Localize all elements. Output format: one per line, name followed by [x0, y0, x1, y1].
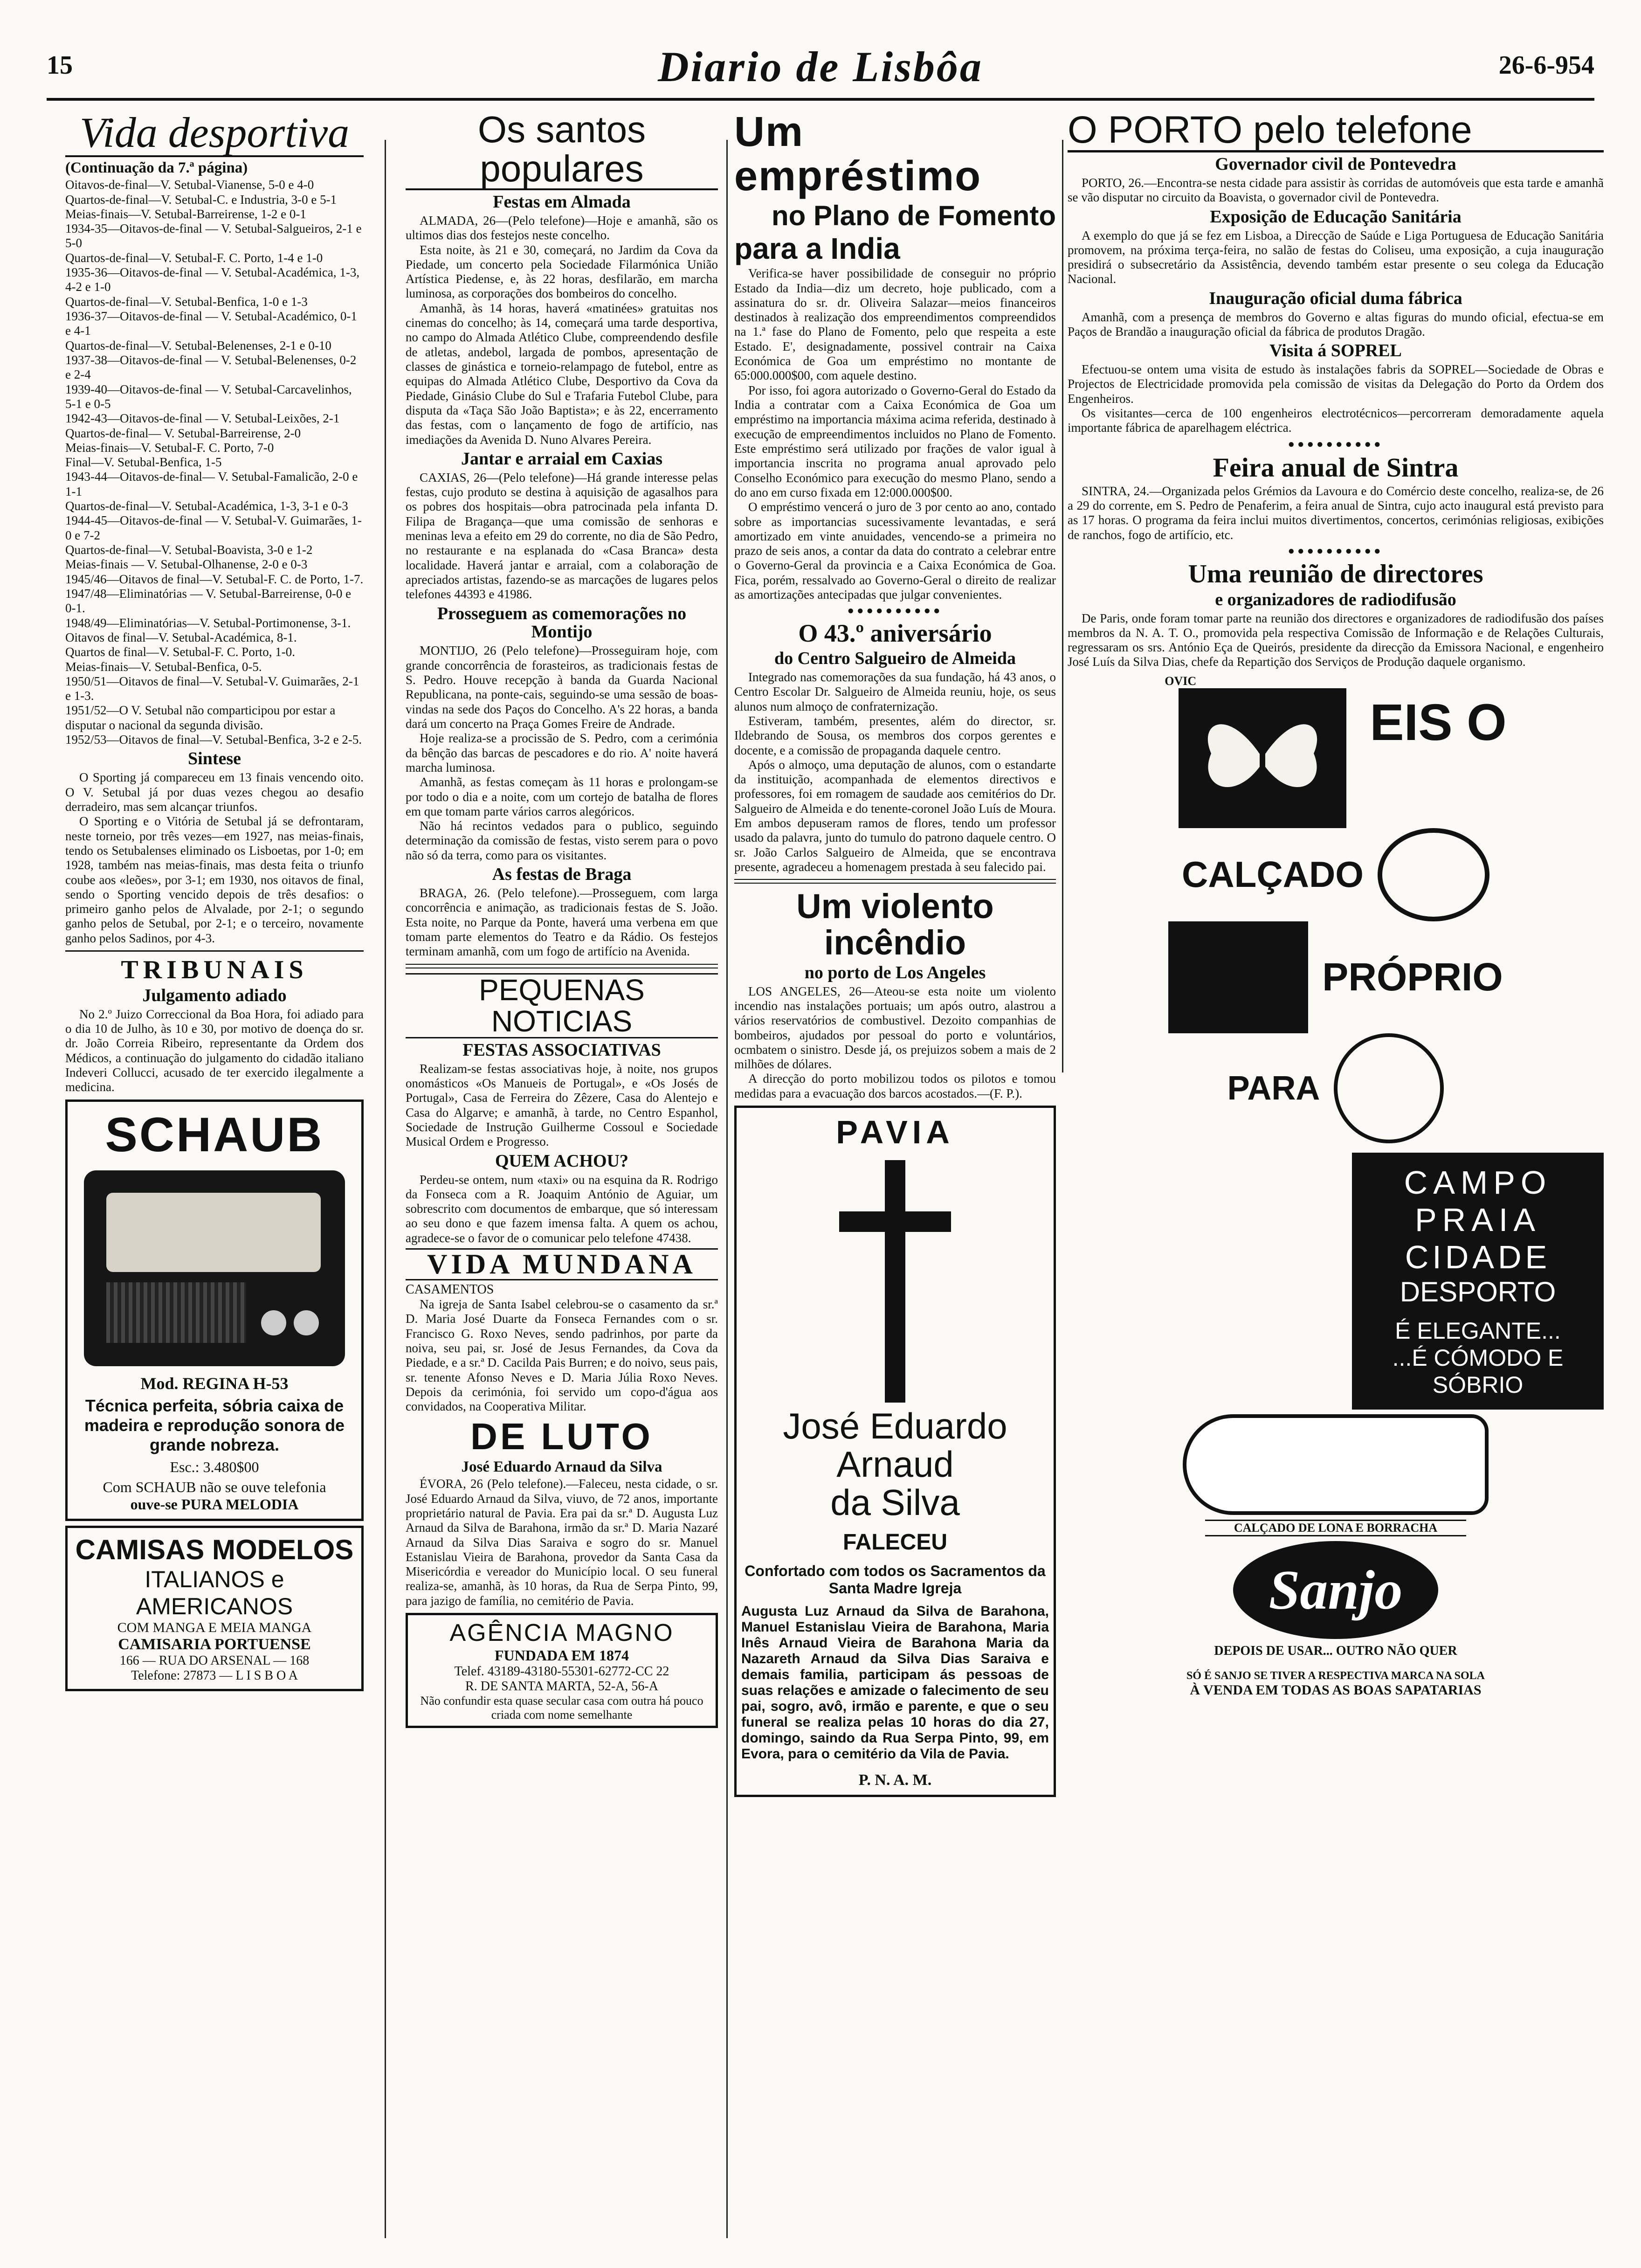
ad-para: PARA — [1227, 1069, 1320, 1107]
porto-title: O PORTO pelo telefone — [1068, 110, 1604, 152]
agencia-address: R. DE SANTA MARTA, 52-A, 56-A — [465, 1679, 658, 1694]
result-line: 1935-36—Oitavos-de-final — V. Setubal-Académica, 1-3, 4-2 e 1-0 — [65, 265, 360, 294]
result-line: Meias-finais—V. Setubal-F. C. Porto, 7-0 — [65, 440, 274, 455]
paragraph: No 2.º Juizo Correccional da Boa Hora, foi adiado para o dia 10 de Julho, às 10 e 30, por motivo de doença do sr. dr. João Correia Ribeiro, representante da Ordem dos Médicos, a continuação do julgamento do cidadão italiano Indeveri Collucci, acusado de ter exercido ilegalmente a medicina. — [65, 1007, 364, 1094]
tribunais-subheading: Julgamento adiado — [142, 985, 287, 1005]
braga-heading: As festas de Braga — [492, 864, 632, 885]
ovic-label: OVIC — [1165, 674, 1197, 688]
obituary-place: PAVIA — [836, 1114, 954, 1151]
obituary-signature: P. N. A. M. — [858, 1771, 932, 1789]
radio-image — [84, 1170, 345, 1366]
column-divider — [385, 140, 386, 2238]
result-line: 1936-37—Oitavos-de-final — V. Setubal-Académico, 0-1 e 4-1 — [65, 309, 357, 338]
de-luto-title: DE LUTO — [470, 1415, 653, 1457]
luto-article — [406, 1477, 718, 1608]
schaub-model: Mod. REGINA H-53 — [140, 1374, 289, 1393]
almada-heading: Festas em Almada — [493, 192, 631, 212]
exposicao-heading: Exposição de Educação Sanitária — [1210, 207, 1462, 227]
vida-mundana-title: VIDA MUNDANA — [406, 1248, 718, 1280]
agencia-note: Não confundir esta quase secular casa com outra há pouco criada com nome semelhante — [420, 1694, 703, 1722]
paragraph: Por isso, foi agora autorizado o Governo-Geral do Estado da India a contratar com a Caixa Económica de Goa um empréstimo na importancia máxima acima referida, destinado à execução de empreendimentos incluidos no Plano de Fomento. Este empréstimo será utilizado por frações de valor igual à importancia inscrita no programa anual aprovado pelo Conselho Económico para execução do mesmo Plano, sendo a do ano em curso fixada em 12:000.000$00. — [734, 383, 1056, 499]
loan-article — [734, 266, 1056, 602]
page-number: 15 — [47, 51, 73, 80]
vida-mundana-article — [406, 1297, 718, 1414]
paragraph: A exemplo do que já se fez em Lisboa, a Direcção de Saúde e Liga Portuguesa de Educação Sanitária promovem, na próxima terça-feira, no salão de festas do Coliseu, uma exposição, a cuja inauguração presidirá o subsecretário da Assistência, devendo também estar presente o seu colega da Educação Nacional. — [1068, 228, 1604, 286]
result-line: Quartos-de-final—V. Setubal-F. C. Porto, 1-4 e 1-0 — [65, 250, 323, 265]
paragraph: O empréstimo vencerá o juro de 3 por cento ao ano, contado sobre as importancias sucessivamente levantadas, e será amortizado em vinte anuidades, vencendo-se a primeira no prazo de seis anos, a contar da data do contrato a celebrar entre o Governo-Geral da provincia e a Caixa Económica de Goa. Fica, porém, ressalvado ao Governo-Geral o direito de realizar as amortizações antecipadas que julgar convenientes. — [734, 500, 1056, 602]
ornament-divider: ●●●●●●●●●● — [847, 605, 943, 617]
result-line: Quartos-de-final—V. Setubal-Benfica, 1-0 e 1-3 — [65, 294, 308, 309]
paragraph: Esta noite, às 21 e 30, começará, no Jardim da Cova da Piedade, um concerto pela Sociedade Filarmónica União Artística Piedense, e, às 22 horas, desfilarão, em marcha luminosa, as corporações dos bombeiros do concelho. — [406, 242, 718, 301]
camisas-phone: Telefone: 27873 — L I S B O A — [131, 1668, 298, 1683]
paragraph: Não há recintos vedados para o publico, seguindo determinação da comissão de festas, visto serem para o povo não só da terra, como para os visitantes. — [406, 819, 718, 862]
paragraph: O Sporting e o Vitória de Setubal já se defrontaram, neste torneio, por três vezes—em 1927, nas meias-finais, tendo os Setubalenses eliminado os Lisboetas, por 1-0; em 1928, também nas meias-finais, mas desta feita o triunfo coube aos «leões», por 3-1; em 1930, nos oitavos de final, sendo o Sporting vencido depois de três desafios: o primeiro ganho pelos de Alvalade, por 2-1; o segundo ganho pelos de Setubal, por 2-1; e o terceiro, novamente ganho pelos Sadinos, por 4-3. — [65, 814, 364, 945]
paragraph: LOS ANGELES, 26—Ateou-se esta noite um violento incendio nas instalações portuais; um após outro, alastrou a vários reservatórios de combustivel. Dezoito companhias de bombeiros, ajudados por pessoal do porto e voluntários, ocmbatem o sinistro. Desde já, os prejuizos sobem a mais de 2 milhões de dólares. — [734, 984, 1056, 1072]
ad-footnote-2: À VENDA EM TODAS AS BOAS SAPATARIAS — [1190, 1682, 1482, 1698]
ad-sobrio: SÓBRIO — [1432, 1371, 1524, 1398]
paragraph: O Sporting já compareceu em 13 finais vencendo oito. O V. Setubal já por duas vezes chegou ao desafio derradeiro, mas sem alcançar triunfos. — [65, 770, 364, 814]
result-line: 1950/51—Oitavos de final—V. Setubal-V. Guimarães, 2-1 e 1-3. — [65, 674, 359, 703]
governor-article — [1068, 176, 1604, 205]
pequenas-noticias-title: PEQUENAS NOTICIAS — [406, 973, 718, 1038]
camisaria-ad — [65, 1526, 364, 1691]
sports-section-title: Vida desportiva — [65, 110, 364, 157]
ad-eis-o: EIS O — [1370, 693, 1507, 751]
obituary-name: José Eduardo Arnaud — [783, 1405, 1007, 1485]
schaub-brand: SCHAUB — [105, 1107, 324, 1162]
ad-black-panel — [1352, 1153, 1604, 1410]
camisas-shop: CAMISARIA PORTUENSE — [118, 1635, 311, 1653]
paragraph: Perdeu-se ontem, num «taxi» ou na esquina da R. Rodrigo da Fonseca com a R. Joaquim António de Aguiar, um sobrescrito com documentos de embarque, que só interessam ao seu dono e que fazem imensa falta. A quem os achou, agradece-se o favor de o comunicar pelo telefone 47438. — [406, 1172, 718, 1245]
canvas-shoe-image — [1183, 1414, 1489, 1515]
sintese-heading: Sintese — [188, 749, 241, 769]
continuation-note: (Continuação da 7.ª página) — [65, 159, 248, 176]
anniversary-subtitle: do Centro Salgueiro de Almeida — [774, 649, 1016, 669]
result-line: Meias-finais — V. Setubal-Olhanense, 2-0 e 0-3 — [65, 557, 308, 572]
casamentos-heading: CASAMENTOS — [406, 1282, 494, 1297]
tribunais-heading: TRIBUNAIS — [121, 955, 308, 985]
sanjo-shoe-ad — [1068, 674, 1604, 1698]
camisas-title: CAMISAS MODELOS — [75, 1534, 354, 1565]
paragraph: A direcção do porto mobilizou todos os pilotos e tomou medidas para a evacuação dos barcos acostados.—(F. P.). — [734, 1072, 1056, 1100]
result-line: 1942-43—Oitavos-de-final — V. Setubal-Leixões, 2-1 — [65, 411, 340, 426]
result-line: Quartos de final—V. Setubal-F. C. Porto, 1-0. — [65, 645, 296, 659]
paragraph: MONTIJO, 26 (Pelo telefone)—Prosseguiram hoje, com grande concorrência de forasteiros, as tradicionais festas de S. Pedro. Houve recepção à banda da Guarda Nacional Republicana, na ponte-cais, seguindo-se uma sessão de boas-vindas na sede dos Paços do Concelho. A's 22 horas, a banda dará um concerto na Praça Gomes Freire de Andrade. — [406, 643, 718, 731]
paragraph: ALMADA, 26—(Pelo telefone)—Hoje e amanhã, são os ultimos dias dos festejos neste concelho. — [406, 213, 718, 242]
column-sports — [65, 107, 364, 2259]
column-loan — [734, 107, 1056, 2259]
ad-depois: DEPOIS DE USAR... OUTRO NÃO QUER — [1214, 1643, 1457, 1658]
soprel-heading: Visita á SOPREL — [1269, 341, 1402, 361]
loan-title-2: no Plano de Fomento — [772, 200, 1056, 231]
schaub-price: Esc.: 3.480$00 — [170, 1458, 259, 1475]
ad-proprio: PRÓPRIO — [1322, 955, 1503, 999]
result-line: 1939-40—Oitavos-de-final — V. Setubal-Carcavelinhos, 5-1 e 0-5 — [65, 382, 352, 411]
paragraph: Os visitantes—cerca de 100 engenheiros electrotécnicos—percorreram demoradamente aquela importante fábrica de aparelhagem eléctrica. — [1068, 406, 1604, 435]
reuniao-subheading: e organizadores de radiodifusão — [1215, 589, 1456, 609]
paragraph: PORTO, 26.—Encontra-se nesta cidade para assistir às corridas de automóveis que esta tarde e amanhã se vão disputar no circuito da Boavista, o governador civil de Pontevedra. — [1068, 175, 1604, 205]
ad-calcado: CALÇADO — [1182, 854, 1364, 895]
festas-article — [406, 1062, 718, 1149]
obituary-notice — [734, 1106, 1056, 1797]
agencia-title: AGÊNCIA MAGNO — [449, 1619, 674, 1647]
ad-cidade: CIDADE — [1405, 1238, 1551, 1275]
paragraph: Amanhã, as festas começam às 11 horas e prolongam-se por todo o dia e a noite, com um cortejo de batalha de flores em que tomam parte vários carros alegóricos. — [406, 775, 718, 818]
inauguracao-article — [1068, 310, 1604, 339]
sintese-article — [65, 770, 364, 946]
cross-icon — [867, 1160, 923, 1403]
result-line: Quartos-de-final—V. Setubal-C. e Industria, 3-0 e 5-1 — [65, 192, 337, 207]
paragraph: Amanhã, às 14 horas, haverá «matinées» gratuitas nos cinemas do concelho; às 14, começará uma tarde desportiva, no campo do Almada Atlético Clube, compreendendo desfile de atletas, andebol, largada de pombos, apresentação de classes de ginástica e torneio-relampago de futebol, entre as equipas do Almada Atlético Clube, Desportivo da Cova da Piedade, Ginásio Clube do Sul e Trafaria Futebol Clube, para disputa da «Taça São João Baptista»; e às 22, encerramento das festas, com o lançamento de fogo de artifício, nas imediações da Avenida D. Nuno Alvares Pereira. — [406, 301, 718, 447]
reuniao-heading: Uma reunião de directores — [1188, 559, 1483, 588]
butterfly-image — [1179, 688, 1346, 828]
inauguracao-heading: Inauguração oficial duma fábrica — [1209, 288, 1462, 308]
paragraph: Efectuou-se ontem uma visita de estudo às instalações fabris da SOPREL—Sociedade de Obras e Projectos de Electricidade promovida pela comissão de visitas da Delegação do Porto da Ordem dos Engenheiros. — [1068, 362, 1604, 406]
paragraph: Hoje realiza-se a procissão de S. Pedro, com a cerimónia da bênção das barcas de pescadores e do rio. A' noite haverá marcha luminosa. — [406, 731, 718, 774]
schaub-description: Técnica perfeita, sóbria caixa de madeira e reprodução sonora de grande nobreza. — [84, 1396, 345, 1454]
result-line: 1948/49—Eliminatórias—V. Setubal-Portimonense, 3-1. — [65, 615, 351, 630]
loan-title: Um empréstimo — [734, 109, 982, 200]
tribunais-article — [65, 1007, 364, 1095]
ad-lona: CALÇADO DE LONA E BORRACHA — [1205, 1520, 1466, 1536]
reuniao-article — [1068, 611, 1604, 670]
divider — [406, 964, 718, 968]
loan-title-3: para a India — [734, 232, 900, 265]
result-line: 1947/48—Eliminatórias — V. Setubal-Barreirense, 0-0 e 0-1. — [65, 586, 352, 615]
santos-title: Os santos populares — [406, 110, 718, 190]
paragraph: BRAGA, 26. (Pelo telefone).—Prosseguem, com larga concorrência e animação, as tradicionais festas de S. João. Esta noite, no Parque da Ponte, haverá uma verbena em que tomam parte elementos do Teatro e da Rádio. Os festejos terminam amanhã, com um fogo de artifício na Avenida. — [406, 885, 718, 959]
ad-praia: PRAIA — [1414, 1201, 1541, 1238]
obituary-faleceu: FALECEU — [842, 1529, 947, 1555]
paragraph: SINTRA, 24.—Organizada pelos Grémios da Lavoura e do Comércio deste concelho, realiza-se, de 26 a 29 do corrente, em S. Pedro de Penaferim, a feira anual de Sintra, cujo acto inaugural está previsto para as 17 horas. O programa da feira inclui muitos divertimentos, concertos, cerimónias religiosas, exibições de ranchos, fogo de artifício, etc. — [1068, 484, 1604, 542]
result-line: Meias-finais—V. Setubal-Benfica, 0-5. — [65, 659, 262, 674]
camisas-address: 166 — RUA DO ARSENAL — 168 — [119, 1653, 310, 1668]
result-line: Quartos-de-final—V. Setubal-Boavista, 3-0 e 1-2 — [65, 543, 313, 557]
radio-knob — [261, 1310, 286, 1335]
camisas-subtitle: ITALIANOS e AMERICANOS — [136, 1566, 293, 1619]
fire-subtitle: no porto de Los Angeles — [804, 962, 986, 982]
result-line: Quartos-de-final—V. Setubal-Académica, 1-3, 3-1 e 0-3 — [65, 499, 348, 513]
result-line: 1937-38—Oitavos-de-final — V. Setubal-Belenenses, 0-2 e 2-4 — [65, 353, 357, 382]
sintra-article — [1068, 484, 1604, 542]
camisas-line: COM MANGA E MEIA MANGA — [117, 1619, 312, 1635]
ad-footnote-1: SÓ É SANJO SE TIVER A RESPECTIVA MARCA NA SOLA — [1186, 1669, 1485, 1682]
result-line: 1951/52—O V. Setubal não comparticipou por estar a disputar o nacional da segunda divisão. — [65, 703, 336, 732]
issue-date: 26-6-954 — [1498, 51, 1594, 80]
obituary-comforted: Confortado com todos os Sacramentos da Santa Madre Igreja — [745, 1562, 1046, 1597]
exposicao-article — [1068, 228, 1604, 287]
result-line: Oitavos de final—V. Setubal-Académica, 8-1. — [65, 630, 297, 644]
column-popular-saints — [406, 107, 718, 2259]
soprel-article — [1068, 362, 1604, 436]
result-line: 1943-44—Oitavos-de-final— V. Setubal-Famalicão, 2-0 e 1-1 — [65, 470, 358, 498]
caxias-heading: Jantar e arraial em Caxias — [461, 449, 662, 469]
divider — [734, 879, 1056, 884]
paragraph: Realizam-se festas associativas hoje, à noite, nos grupos onomásticos «Os Manueis de Portugal», e «Os Josés de Portugal», Casa de Ferreira do Zêzere, Casa do Alentejo e Casa do Algarve; e amanhã, à tarde, no Centro Espanhol, Sociedade de Instrução Guilherme Cossoul e Sociedade Musical Ordem e Progresso. — [406, 1061, 718, 1149]
braga-article — [406, 886, 718, 959]
sintra-heading: Feira anual de Sintra — [1213, 452, 1459, 483]
paragraph: Verifica-se haver possibilidade de conseguir no próprio Estado da India—diz um decreto, hoje publicado, com a assinatura do sr. dr. Oliveira Salazar—meios financeiros destinados à realização dos empreendimentos compreendidos na 1.ª fase do Plano de Fomento, pelo que respeita a este Estado. E', designadamente, possivel contrair na Caixa Económica de Goa um empréstimo no montante de 65:000.000$00, com aquele destino. — [734, 266, 1056, 383]
schaub-slogan-2: ouve-se PURA MELODIA — [130, 1495, 299, 1513]
schaub-slogan: Com SCHAUB não se ouve telefonia — [103, 1478, 326, 1495]
radio-dial — [106, 1193, 321, 1272]
result-line: Quartos-de-final— V. Setubal-Barreirense, 2-0 — [65, 426, 301, 440]
result-line: Oitavos-de-final—V. Setubal-Vianense, 5-0 e 4-0 — [65, 178, 314, 192]
montijo-article — [406, 643, 718, 863]
masthead — [47, 42, 1594, 93]
anniversary-title: O 43.º aniversário — [798, 619, 992, 648]
result-line: 1944-45—Oitavos-de-final — V. Setubal-V. Guimarães, 1-0 e 7-2 — [65, 513, 362, 542]
result-line: Quartos-de-final—V. Setubal-Belenenses, 2-1 e 0-10 — [65, 338, 331, 353]
paragraph: Após o almoço, uma deputação de alunos, com o estandarte da instituição, acompanhada de elementos directivos e professores, foi em romagem de saudade aos cemitérios do Dr. Salgueiro de Almeida e do tenente-coronel João Luís de Moura. Em ambos depuseram ramos de flores, tendo um professor usado da palavra, junto do tumulo do patrono daquele centro. O sr. João Carlos Salgueiro de Almeida, que se encontrava presente, agradeceu a homenagem prestada à seu falecido pai. — [734, 757, 1056, 874]
almada-article — [406, 214, 718, 447]
paragraph: Amanhã, com a presença de membros do Governo e altas figuras do mundo oficial, efectua-se em Paços de Brandão a inauguração oficial da fábrica de produtos Dragão. — [1068, 310, 1604, 339]
ornament-divider: ●●●●●●●●●● — [1288, 438, 1384, 450]
column-divider — [726, 140, 728, 2238]
radio-knob — [294, 1310, 319, 1335]
ad-comodo: ...É CÓMODO E — [1392, 1344, 1564, 1371]
paragraph: De Paris, onde foram tomar parte na reunião dos directores e organizadores de radiodifusão dos países membros da N. A. T. O., promovida pela respectiva Comissão de Informação e de Relações Culturais, regressaram os srs. António Eça de Queirós, presidente da direcção da Emissora Nacional, e engenheiro José Luís da Silva Dias, chefe da Repartição dos Serviços de Produção daquele organismo. — [1068, 611, 1604, 669]
quem-achou-article — [406, 1173, 718, 1246]
paragraph: Estiveram, também, presentes, além do director, sr. Ildebrando de Sousa, os membros dos corpos gerentes e docente, e a comissão de propaganda daquele centro. — [734, 713, 1056, 757]
result-line: 1945/46—Oitavos de final—V. Setubal-F. C. de Porto, 1-7. — [65, 572, 364, 586]
agencia-founded: FUNDADA EM 1874 — [495, 1647, 629, 1664]
ad-campo: CAMPO — [1404, 1164, 1552, 1201]
ornament-divider: ●●●●●●●●●● — [1288, 545, 1384, 557]
paragraph: CAXIAS, 26—(Pelo telefone)—Há grande interesse pelas festas, cujo produto se destina à aquisição de agasalhos para os pobres dos hospitais—obra patrocinada pela infanta D. Filipa de Bragança—que uma comissão de senhoras e meninas leva a efeito em 29 do corrente, no dia de São Pedro, no restaurante e na esplanada do «Casa Branca» desta localidade. Haverá jantar e arraial, com a colaboração de apreciados artistas, fazendo-se as marcações de lugares pelos telefones 44393 e 41986. — [406, 470, 718, 602]
result-line: 1934-35—Oitavos-de-final — V. Setubal-Salgueiros, 2-1 e 5-0 — [65, 221, 362, 250]
quem-achou-heading: QUEM ACHOU? — [495, 1151, 629, 1171]
obituary-text: Augusta Luz Arnaud da Silva de Barahona, Manuel Estanislau Vieira de Barahona, Maria Inês Arnaud Vieira de Barahona Maria da Nazareth Arnaud da Silva Dias Saraiva e demais familia, participam ás pessoas de suas relações e amizade o falecimento de seu pai, sogro, avô, irmão e parente, e que o seu funeral se realiza pelas 10 horas do dia 27, domingo, saindo da Rua Serpa Pinto, 99, em Evora, para o cemitério da Vila de Pavia. — [741, 1603, 1049, 1762]
paragraph: Na igreja de Santa Isabel celebrou-se o casamento da sr.ª D. Maria José Duarte da Fonseca Fernandes com o sr. Francisco G. Roxo Neves, sendo padrinhos, por parte da noiva, seu pai, sr. José de Jesus Fernandes, da Cova da Piedade, e a sr.ª D. Cacilda Pais Burren; e do noivo, seus pais, sr. tenente Afonso Neves e D. Maria Júlia Roxo Neves. Depois da cerimónia, foi servido um copo-d'água aos convidados, na Cooperativa Militar. — [406, 1297, 718, 1414]
festas-heading: FESTAS ASSOCIATIVAS — [462, 1040, 661, 1060]
governor-heading: Governador civil de Pontevedra — [1215, 154, 1456, 174]
result-line: Meias-finais—V. Setubal-Barreirense, 1-2 e 0-1 — [65, 207, 306, 221]
obituary-name-2: da Silva — [830, 1481, 960, 1523]
schaub-radio-ad — [65, 1099, 364, 1521]
palm-tree-image — [1168, 921, 1308, 1033]
column-porto — [1068, 107, 1604, 2259]
caxias-article — [406, 470, 718, 602]
fire-article — [734, 984, 1056, 1101]
result-line: Final—V. Setubal-Benfica, 1-5 — [65, 455, 222, 470]
tennis-racket-image — [1334, 1033, 1444, 1143]
divider — [65, 950, 364, 952]
ad-desporto: DESPORTO — [1400, 1276, 1556, 1307]
agencia-magno-ad — [406, 1613, 718, 1728]
radio-speaker-grill — [106, 1282, 246, 1343]
luto-subheading: José Eduardo Arnaud da Silva — [461, 1458, 662, 1475]
montijo-heading: Prosseguem as comemorações no Montijo — [437, 603, 687, 642]
fire-title: Um violento incêndio — [796, 887, 994, 962]
paragraph: ÉVORA, 26 (Pelo telefone).—Faleceu, nesta cidade, o sr. José Eduardo Arnaud da Silva, viuvo, de 72 anos, importante proprietário natural de Pavia. Era pai da sr.ª D. Augusta Luz Arnaud da Silva de Barahona, irmão da sr.ª D. Maria Nazaré Arnaud da Silva Dias Saraiva e sogro do sr. Manuel Estanislau Vieira de Barahona, provedor da Santa Casa da Misericórdia e vereador do Município local. O seu funeral realiza-se, amanhã, às 10 horas, da Rua de Serpa Pinto, 99, para jazigo de família, no cemitério de Pavia. — [406, 1477, 718, 1608]
paragraph: Integrado nas comemorações da sua fundação, há 43 anos, o Centro Escolar Dr. Salgueiro de Almeida reuniu, hoje, os seus alunos num almoço de confraternização. — [734, 670, 1056, 713]
ad-elegante: É ELEGANTE... — [1395, 1317, 1561, 1344]
cup-results-list — [65, 178, 364, 747]
shell-image — [1378, 828, 1489, 921]
sanjo-logo: Sanjo — [1233, 1541, 1438, 1639]
result-line: 1952/53—Oitavos de final—V. Setubal-Benfica, 3-2 e 2-5. — [65, 733, 362, 747]
newspaper-title: Diario de Lisbôa — [658, 43, 983, 90]
column-divider — [1062, 140, 1063, 1072]
masthead-rule — [47, 98, 1594, 101]
butterfly-icon — [1193, 702, 1332, 814]
agencia-phones: Telef. 43189-43180-55301-62772-CC 22 — [454, 1664, 669, 1679]
anniversary-article — [734, 670, 1056, 874]
